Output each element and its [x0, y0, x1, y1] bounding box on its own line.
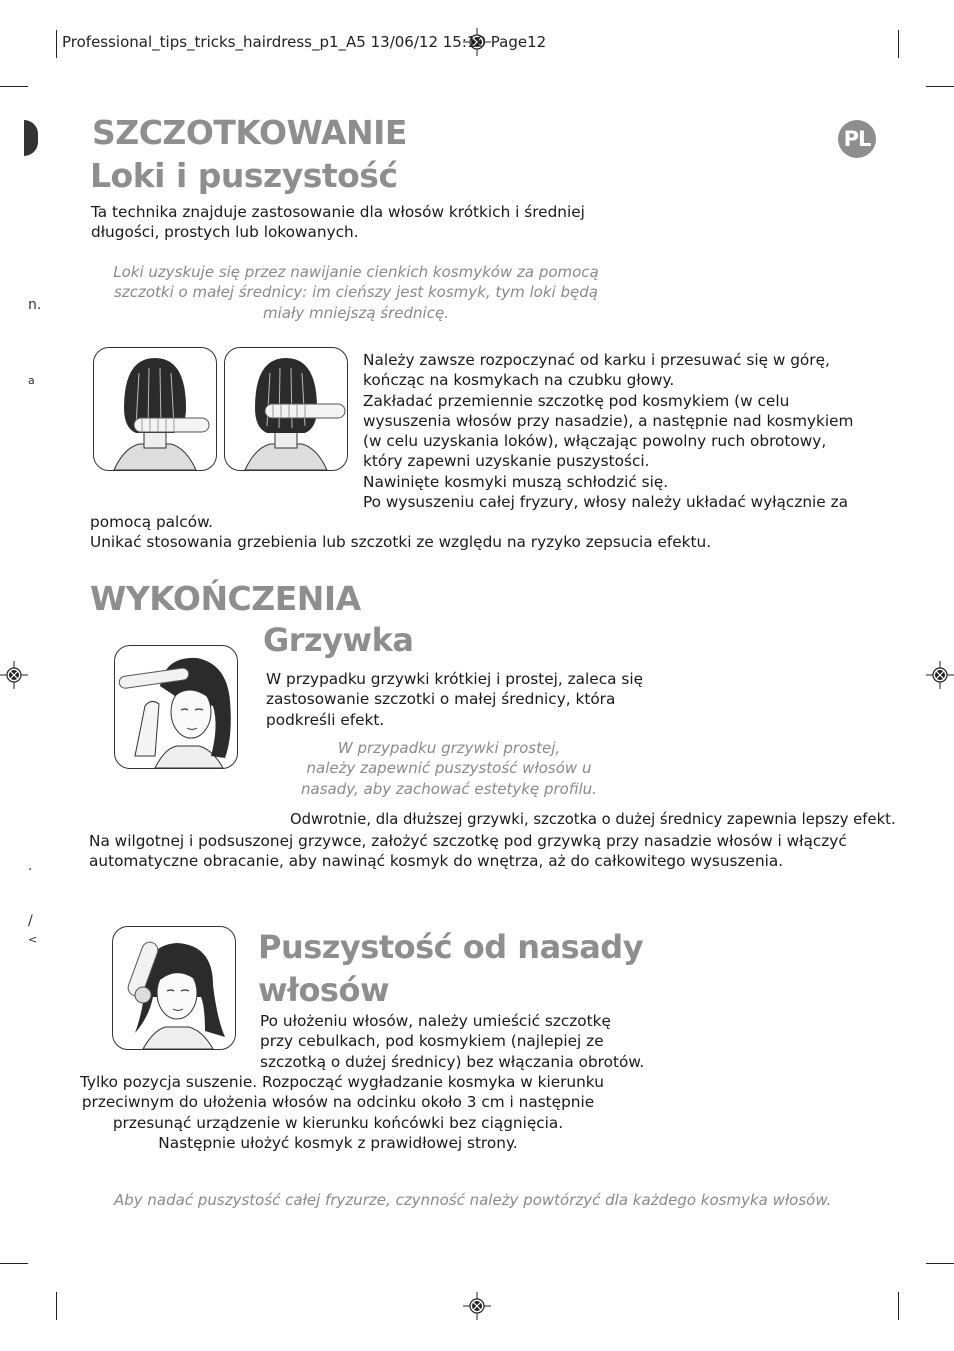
- language-badge: PL: [838, 120, 876, 158]
- tip-note-fringe: W przypadku grzywki prostej, należy zapewnić puszystość włosów u nasady, aby zachować estetykę profilu.: [301, 739, 597, 798]
- registration-mark-bottom-icon: [463, 1292, 491, 1320]
- crop-mark-bl-h: [0, 1263, 28, 1264]
- footer-tip-note: Aby nadać puszystość całej fryzurze, czynność należy powtórzyć dla każdego kosmyka włosów.: [114, 1191, 832, 1209]
- section-subtitle-fringe: Grzywka: [263, 621, 414, 659]
- edge-fragment: /: [28, 913, 33, 929]
- root-volume-paragraph-centered: Tylko pozycja suszenie. Rozpocząć wygładzanie kosmyka w kierunku przeciwnym do ułożenia włosów na odcinku około 3 cm i następnie przesunąć urządzenie w kierunku końcówki bez ciągnięcia. Następnie ułożyć kosmyk z prawidłowej strony.: [80, 1073, 604, 1152]
- after-paragraph: pomocą palców. Unikać stosowania grzebienia lub szczotki ze względu na ryzyko zepsucia efektu.: [90, 513, 712, 552]
- illustration-back-of-head-2: [224, 347, 348, 471]
- edge-fragment: n.: [28, 297, 42, 313]
- section-title-brushing: SZCZOTKOWANIE: [92, 113, 407, 152]
- edge-fragment: a: [28, 374, 35, 387]
- fringe-long-paragraph: Odwrotnie, dla dłuższej grzywki, szczotka o dużej średnicy zapewnia lepszy efekt.: [290, 811, 896, 828]
- intro-paragraph: Ta technika znajduje zastosowanie dla włosów krótkich i średniej długości, prostych lub lokowanych.: [91, 203, 585, 242]
- crop-mark-bl-v: [56, 1292, 57, 1320]
- crop-mark-tl-h: [0, 86, 28, 87]
- fringe-paragraph: W przypadku grzywki krótkiej i prostej, zaleca się zastosowanie szczotki o małej średnicy, która podkreśli efekt.: [266, 670, 643, 729]
- registration-mark-left-icon: [0, 661, 28, 689]
- illustration-back-of-head-1: [93, 347, 217, 471]
- edge-fragment: .: [28, 858, 33, 874]
- illustration-fringe: [114, 645, 238, 769]
- steps-paragraph: Należy zawsze rozpoczynać od karku i przesuwać się w górę, kończąc na kosmykach na czubku głowy. Zakładać przemiennie szczotkę pod kosmykiem (w celu wysuszenia włosów przy nasadzie), a następnie nad kosmykiem (w celu uzyskania loków), włączając powolny ruch obrotowy, który zapewni uzyskanie puszystości. Nawinięte kosmyki muszą schłodzić się. Po wysuszeniu całej fryzury, włosy należy układać wyłącznie za: [363, 351, 854, 512]
- page-edge-tab: [24, 120, 38, 156]
- crop-mark-br-v: [898, 1292, 899, 1320]
- tip-note-curls: Loki uzyskuje się przez nawijanie cienkich kosmyków za pomocą szczotki o małej średnicy: im cieńszy jest kosmyk, tym loki będą miały mniejszą średnicę.: [113, 263, 599, 322]
- edge-fragment: <: [28, 933, 38, 946]
- fringe-method-paragraph: Na wilgotnej i podsuszonej grzywce, założyć szczotkę pod grzywką przy nasadzie włosów i włączyć automatyczne obracanie, aby nawinąć kosmyk do wnętrza, aż do całkowitego wysuszenia.: [89, 832, 847, 871]
- crop-mark-tr-v: [898, 30, 899, 58]
- registration-mark-right-icon: [926, 661, 954, 689]
- illustration-root-volume: [112, 926, 236, 1050]
- print-slug: Professional_tips_tricks_hairdress_p1_A5 13/06/12 15:10 Page12: [62, 33, 547, 51]
- crop-mark-br-h: [926, 1263, 954, 1264]
- section-title-root-volume: Puszystość od nasady włosów: [258, 928, 644, 1009]
- crop-mark-tl-v: [56, 30, 57, 58]
- section-title-finishing: WYKOŃCZENIA: [90, 579, 361, 618]
- root-volume-paragraph: Po ułożeniu włosów, należy umieścić szczotkę przy cebulkach, pod kosmykiem (najlepiej ze szczotką o dużej średnicy) bez włączania obrotów.: [260, 1012, 645, 1071]
- crop-mark-tr-h: [926, 86, 954, 87]
- section-subtitle-curls: Loki i puszystość: [90, 156, 398, 195]
